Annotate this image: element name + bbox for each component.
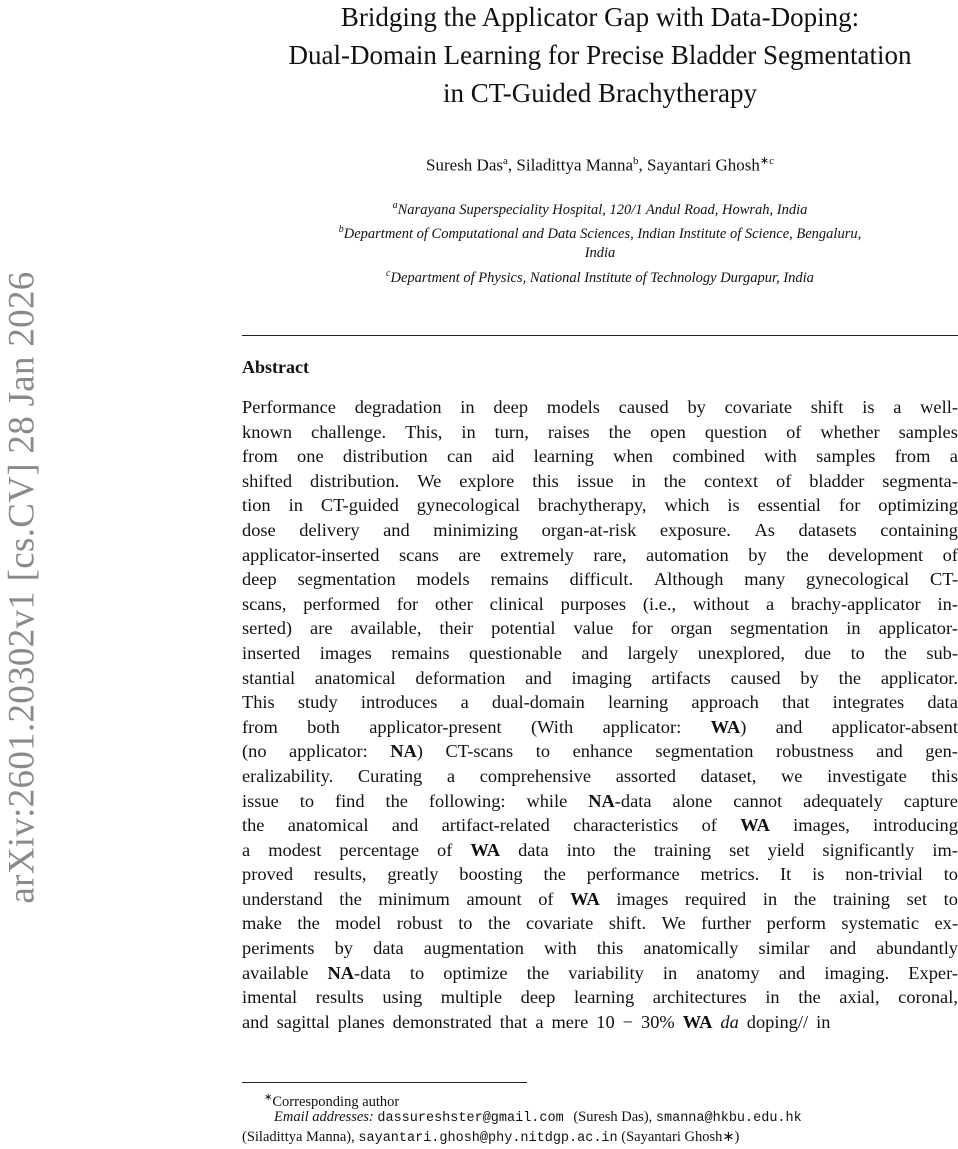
author-name: Siladittya Manna	[516, 155, 634, 175]
abstract-line: stantial anatomical deformation and imaging artifacts caused by the applicator.	[242, 667, 958, 688]
affiliations	[242, 196, 958, 288]
abstract-line: eralizability. Curating a comprehensive assorted dataset, we investigate this	[242, 765, 958, 786]
abstract-line: the anatomical and artifact-related characteristics of WA images, introducing	[242, 815, 958, 836]
paper-first-page	[242, 0, 958, 1146]
author-mark: a	[503, 155, 508, 167]
email-owner: (Suresh Das),	[573, 1109, 653, 1125]
section-divider	[242, 335, 958, 336]
author-name: Suresh Das	[426, 155, 503, 175]
footnote-divider	[242, 1082, 527, 1083]
abstract-line: available NA-data to optimize the variability in anatomy and imaging. Exper-	[242, 962, 958, 983]
abstract-heading: Abstract	[242, 357, 309, 377]
email-link-das[interactable]: dassureshster@gmail.com	[377, 1111, 564, 1126]
abstract-line: from one distribution can aid learning when combined with samples from a	[242, 446, 958, 467]
email-owner: (Sayantari Ghosh∗)	[621, 1129, 740, 1145]
affiliation-b: $^b$Department of Computational and Data Sciences, Indian Institute of Science, Bengaluru,	[338, 223, 862, 242]
affiliation-a: $^a$Narayana Superspeciality Hospital, 120/1 Andul Road, Howrah, India	[392, 199, 808, 218]
abstract-line: inserted images remains questionable and largely unexplored, due to the sub-	[242, 642, 958, 663]
title-line-1: Bridging the Applicator Gap with Data-Doping:	[340, 2, 860, 32]
abstract-line: periments by data augmentation with this anatomically similar and abundantly	[242, 938, 958, 959]
abstract-line: deep segmentation models remains difficult. Although many gynecological CT-	[242, 569, 958, 590]
title-line-2: Dual-Domain Learning for Precise Bladder Segmentation	[288, 40, 912, 70]
abstract-line: Performance degradation in deep models caused by covariate shift is a well-	[242, 397, 958, 417]
abstract-line: and sagittal planes demonstrated that a mere 10 − 30% WA da doping// in	[242, 1011, 831, 1032]
affiliation-b-continued: India	[584, 245, 616, 262]
abstract-line: serted) are available, their potential value for organ segmentation in applicator-	[242, 618, 958, 639]
abstract-line: dose delivery and minimizing organ-at-risk exposure. As datasets containing	[242, 519, 958, 540]
abstract-line: issue to find the following: while NA-data alone cannot adequately capture	[242, 790, 958, 811]
footnote-corresponding: ∗Corresponding author	[264, 1092, 400, 1110]
abstract-line: scans, performed for other clinical purposes (i.e., without a brachy-applicator in-	[242, 593, 958, 614]
email-link-ghosh[interactable]: sayantari.ghosh@phy.nitdgp.ac.in	[358, 1131, 618, 1146]
abstract-line: known challenge. This, in turn, raises the open question of whether samples	[242, 421, 958, 442]
email-link-manna[interactable]: smanna@hkbu.edu.hk	[655, 1111, 802, 1126]
author-mark: b	[633, 155, 639, 167]
author-mark: ∗c	[759, 155, 774, 167]
abstract-line: applicator-inserted scans are extremely rare, automation by the development of	[242, 544, 958, 565]
abstract-line: (no applicator: NA) CT-scans to enhance segmentation robustness and gen-	[242, 741, 958, 762]
author-list: Suresh Das$^a$, Siladittya Manna$^b$, Sayantari Ghosh$^{∗c}$	[426, 155, 774, 175]
abstract-line: from both applicator-present (With applicator: WA) and applicator-absent	[242, 716, 958, 737]
abstract-line: shifted distribution. We explore this issue in the context of bladder segmenta-	[242, 470, 958, 491]
author-name: Sayantari Ghosh	[647, 155, 760, 175]
email-owner: (Siladittya Manna),	[242, 1129, 355, 1145]
footnote-emails-line-2	[242, 1127, 958, 1149]
affiliation-c: $^c$Department of Physics, National Institute of Technology Durgapur, India	[386, 267, 814, 286]
arxiv-identifier: arXiv:2601.20302v1 [cs.CV] 28 Jan 2026	[1, 271, 43, 904]
footnote-mark: ∗	[264, 1092, 273, 1103]
abstract-line: proved results, greatly boosting the performance metrics. It is non-trivial to	[242, 864, 958, 885]
abstract-line: make the model robust to the covariate shift. We further perform systematic ex-	[242, 913, 958, 934]
footnote-emails-line-1	[274, 1107, 958, 1129]
abstract-line: imental results using multiple deep learning architectures in the axial, coronal,	[242, 987, 958, 1008]
abstract-line: a modest percentage of WA data into the training set yield significantly im-	[242, 839, 958, 860]
abstract-body	[242, 395, 958, 1034]
email-label: Email addresses:	[274, 1109, 374, 1125]
abstract-line: understand the minimum amount of WA images required in the training set to	[242, 888, 958, 909]
abstract-line: tion in CT-guided gynecological brachytherapy, which is essential for optimizing	[242, 495, 958, 516]
paper-title	[242, 0, 958, 112]
title-line-3: in CT-Guided Brachytherapy	[443, 78, 757, 108]
abstract-line: This study introduces a dual-domain learning approach that integrates data	[242, 692, 958, 713]
